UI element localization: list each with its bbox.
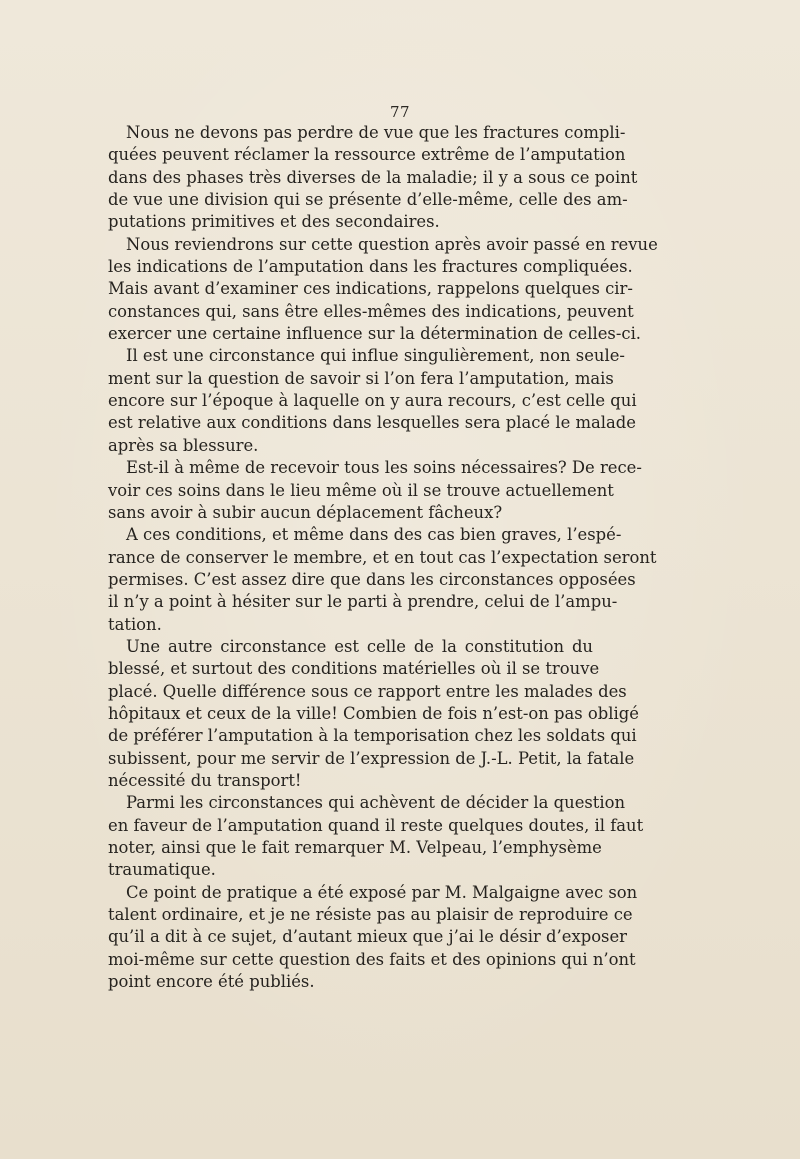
paragraph bbox=[108, 882, 638, 994]
text-line: hôpitaux et ceux de la ville! Combien de fois n’est-on pas obligé bbox=[108, 703, 639, 723]
text-line: putations primitives et des secondaires. bbox=[108, 212, 440, 232]
text-line: exercer une certaine influence sur la détermination de celles-ci. bbox=[108, 324, 642, 344]
text-line: encore sur l’époque à laquelle on y aura recours, c’est celle qui bbox=[108, 391, 637, 411]
text-line: Nous ne devons pas perdre de vue que les fractures compli- bbox=[126, 123, 626, 142]
text-line: constances qui, sans être elles-mêmes des indications, peuvent bbox=[108, 301, 634, 321]
text-line: de préférer l’amputation à la temporisation chez les soldats qui bbox=[108, 726, 637, 746]
paragraph bbox=[108, 345, 637, 457]
text-line: est relative aux conditions dans lesquelles sera placé le malade bbox=[108, 413, 636, 433]
text-line: blessé, et surtout des conditions matérielles où il se trouve bbox=[108, 659, 600, 679]
text-line: moi-même sur cette question des faits et des opinions qui n’ont bbox=[108, 949, 636, 969]
text-line: point encore été publiés. bbox=[108, 972, 315, 992]
text-line: nécessité du transport! bbox=[108, 770, 302, 790]
paragraph bbox=[108, 234, 658, 346]
page-number: 77 bbox=[389, 103, 411, 121]
text-line: permises. C’est assez dire que dans les circonstances opposées bbox=[108, 569, 636, 589]
text-line: noter, ainsi que le fait remarquer M. Velpeau, l’emphysème bbox=[108, 838, 602, 857]
body-text bbox=[108, 122, 658, 993]
text-line: Est-il à même de recevoir tous les soins nécessaires? De rece- bbox=[126, 458, 642, 478]
text-line: Ce point de pratique a été exposé par M. Malgaigne avec son bbox=[126, 882, 638, 902]
text-line: traumatique. bbox=[108, 860, 216, 880]
paragraph bbox=[108, 636, 639, 792]
text-line: qu’il a dit à ce sujet, d’autant mieux que j’ai le désir d’exposer bbox=[108, 927, 628, 947]
text-line: A ces conditions, et même dans des cas bien graves, l’espé- bbox=[126, 525, 622, 545]
text-line: Une autre circonstance est celle de la constitution du bbox=[126, 636, 593, 656]
paragraph bbox=[108, 524, 657, 636]
text-line: quées peuvent réclamer la ressource extrême de l’amputation bbox=[108, 145, 626, 165]
text-line: dans des phases très diverses de la maladie; il y a sous ce point bbox=[108, 167, 638, 187]
text-line: rance de conserver le membre, et en tout cas l’expectation seront bbox=[108, 547, 657, 567]
text-line: voir ces soins dans le lieu même où il se trouve actuellement bbox=[108, 480, 614, 500]
paragraph bbox=[108, 457, 642, 524]
text-line: les indications de l’amputation dans les fractures compliquées. bbox=[108, 257, 633, 277]
text-line: en faveur de l’amputation quand il reste quelques doutes, il faut bbox=[108, 815, 644, 835]
text-line: tation. bbox=[108, 614, 162, 634]
text-line: de vue une division qui se présente d’elle-même, celle des am- bbox=[108, 190, 628, 210]
text-line: Il est une circonstance qui influe singulièrement, non seule- bbox=[126, 346, 625, 366]
text-line: Mais avant d’examiner ces indications, rappelons quelques cir- bbox=[108, 279, 633, 299]
text-line: placé. Quelle différence sous ce rapport entre les malades des bbox=[108, 681, 627, 701]
text-line: après sa blessure. bbox=[108, 435, 259, 455]
text-line: talent ordinaire, et je ne résiste pas au plaisir de reproduire ce bbox=[108, 905, 633, 925]
text-line: Parmi les circonstances qui achèvent de décider la question bbox=[126, 793, 626, 813]
paragraph bbox=[108, 122, 638, 234]
text-line: il n’y a point à hésiter sur le parti à prendre, celui de l’ampu- bbox=[108, 592, 618, 612]
text-line: ment sur la question de savoir si l’on fera l’amputation, mais bbox=[108, 368, 614, 388]
paragraph bbox=[108, 792, 644, 881]
text-line: sans avoir à subir aucun déplacement fâcheux? bbox=[108, 502, 503, 522]
text-line: subissent, pour me servir de l’expression de J.-L. Petit, la fatale bbox=[108, 748, 635, 768]
text-line: Nous reviendrons sur cette question après avoir passé en revue bbox=[126, 234, 658, 254]
